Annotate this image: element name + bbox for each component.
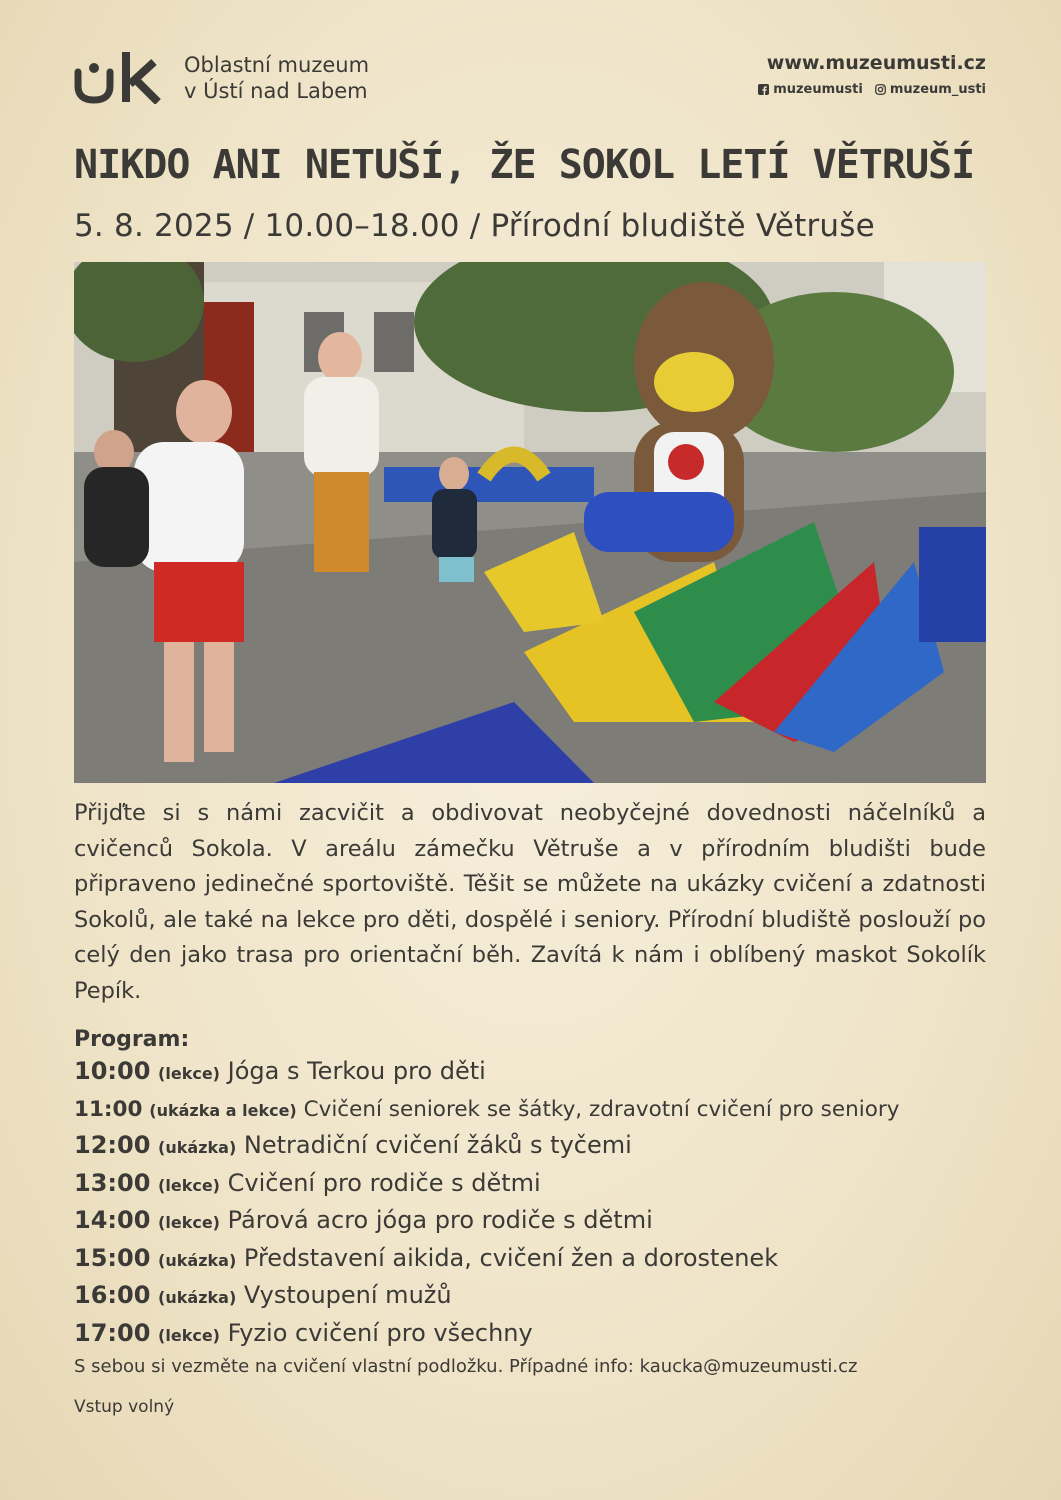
event-photo: [74, 262, 986, 783]
program-time: 10:00: [74, 1057, 151, 1085]
program-item: [74, 1203, 986, 1241]
program-time: 16:00: [74, 1281, 151, 1309]
org-line-2: v Ústí nad Labem: [184, 79, 368, 103]
event-description: Přijďte si s námi zacvičit a obdivovat neobyčejné dovednosti náčelníků a cvičenců Sokola. V areálu zámečku Větruše a v přírodním bludišti bude připraveno jedinečné sportoviště. Těšit se můžete na ukázky cvičení a zdatnosti Sokolů, ale také na lekce pro děti, dospělé i seniory. Přírodní bludiště poslouží po celý den jako trasa pro orientační běh. Zavítá k nám i oblíbený maskot Sokolík Pepík.: [74, 800, 986, 1004]
instagram-handle: muzeum_usti: [889, 82, 986, 97]
program-activity: Představení aikida, cvičení žen a dorostenek: [243, 1243, 779, 1272]
program-item: [74, 1278, 986, 1316]
instagram-link[interactable]: [875, 82, 986, 97]
program-time: 14:00: [74, 1206, 151, 1234]
program-activity: Vystoupení mužů: [243, 1281, 452, 1309]
program-section: [74, 1027, 986, 1353]
program-activity: Fyzio cvičení pro všechny: [227, 1318, 533, 1347]
program-activity: Cvičení pro rodiče s dětmi: [227, 1168, 541, 1197]
program-kind: (lekce): [158, 1325, 220, 1345]
program-kind: (ukázka): [158, 1288, 237, 1307]
header: [74, 50, 986, 110]
event-title: NIKDO ANI NETUŠÍ, ŽE SOKOL LETÍ VĚTRUŠÍ: [74, 142, 975, 188]
program-item: [74, 1316, 986, 1354]
org-line-1: Oblastní muzeum: [184, 53, 370, 77]
program-time: 13:00: [74, 1168, 151, 1197]
event-date-time-place: 5. 8. 2025 / 10.00–18.00 / Přírodní bludiště Větruše: [74, 208, 875, 244]
social-links: [758, 82, 986, 97]
program-item: [74, 1092, 986, 1129]
program-item: [74, 1128, 986, 1166]
program-kind: (lekce): [158, 1175, 220, 1195]
program-item: [74, 1166, 986, 1204]
contact-block: [758, 52, 986, 97]
program-item: [74, 1054, 986, 1092]
instagram-icon: [875, 84, 886, 95]
program-kind: (lekce): [158, 1213, 220, 1232]
program-time: 12:00: [74, 1131, 151, 1159]
program-kind: (ukázka a lekce): [149, 1100, 297, 1120]
facebook-icon: [758, 84, 769, 95]
facebook-handle: muzeumusti: [773, 82, 863, 97]
website-link[interactable]: www.muzeumusti.cz: [766, 52, 986, 74]
program-kind: (ukázka): [158, 1138, 237, 1157]
program-activity: Netradiční cvičení žáků s tyčemi: [243, 1131, 632, 1159]
program-kind: (ukázka): [158, 1250, 237, 1270]
program-time: 17:00: [74, 1318, 151, 1347]
equipment-note: S sebou si vezměte na cvičení vlastní podložku. Případné info: kaucka@muzeumusti.cz: [74, 1356, 858, 1377]
program-activity: Párová acro jóga pro rodiče s dětmi: [227, 1206, 653, 1234]
program-activity: Cvičení seniorek se šátky, zdravotní cvičení pro seniory: [303, 1096, 900, 1122]
museum-logo: [74, 52, 170, 104]
program-kind: (lekce): [158, 1064, 220, 1083]
program-time: 15:00: [74, 1243, 151, 1272]
program-item: [74, 1241, 986, 1279]
organization-name: [184, 52, 369, 104]
facebook-link[interactable]: [758, 82, 863, 97]
program-heading: Program:: [74, 1027, 190, 1052]
program-time: 11:00: [74, 1096, 143, 1122]
mascot-photo-illustration: [74, 262, 986, 783]
program-activity: Jóga s Terkou pro děti: [227, 1057, 486, 1085]
entry-info: Vstup volný: [74, 1397, 175, 1417]
